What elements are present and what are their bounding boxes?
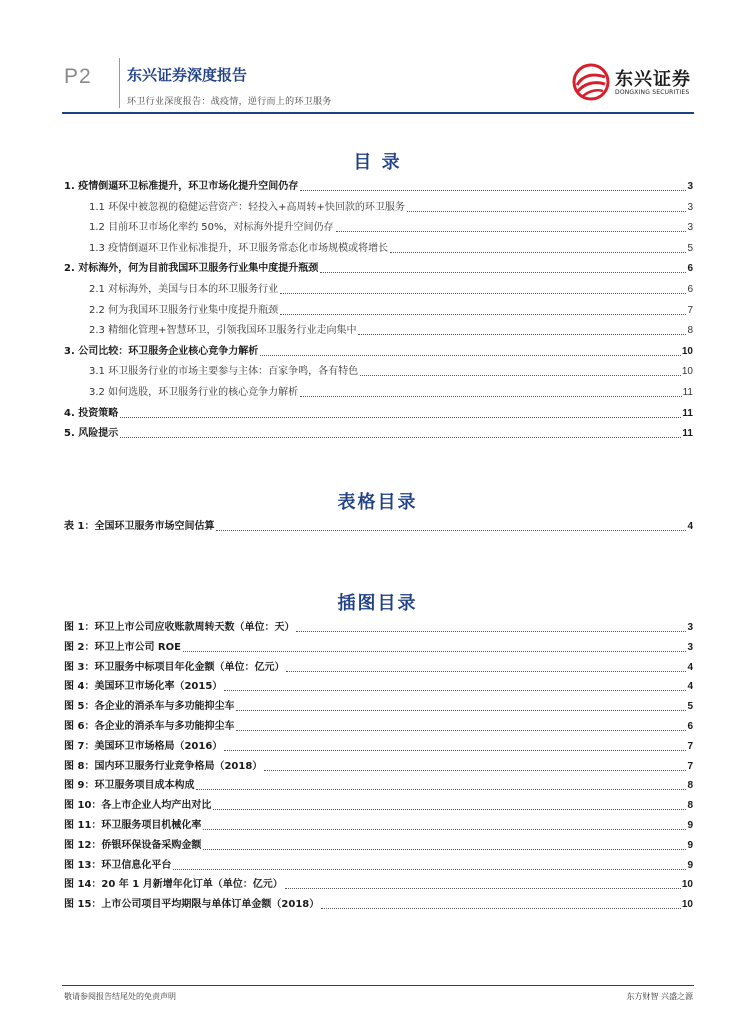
- toc-entry[interactable]: [64, 262, 693, 276]
- figure-entry-page: 4: [687, 681, 693, 693]
- dot-leader: [224, 690, 686, 691]
- figure-entry-label: 图 12：侨银环保设备采购金额: [64, 839, 202, 851]
- figure-entry[interactable]: [64, 839, 693, 853]
- toc-entry[interactable]: [64, 345, 693, 359]
- toc-entry-page: 11: [682, 407, 693, 419]
- toc-entry[interactable]: [64, 427, 693, 441]
- dot-leader: [285, 888, 681, 889]
- toc-entry-page: 10: [681, 345, 693, 357]
- company-slogan: 东方财智 兴盛之源: [626, 992, 693, 1001]
- toc-entry-label: 3. 公司比较：环卫服务企业核心竞争力解析: [64, 345, 259, 357]
- figure-entry-label: 图 10：各上市企业人均产出对比: [64, 800, 212, 812]
- figure-entry-page: 3: [687, 641, 693, 653]
- figure-entry-label: 图 2：环卫上市公司 ROE: [64, 641, 181, 653]
- footer-rule: [62, 985, 694, 986]
- figure-entry-page: 10: [681, 879, 693, 891]
- logo-english-name: DONGXING SECURITIES: [615, 89, 690, 96]
- toc-entry[interactable]: [89, 386, 693, 400]
- figure-entry[interactable]: [64, 799, 693, 813]
- figure-entry-page: 9: [687, 820, 693, 831]
- logo-chinese-name: 东兴证券: [615, 69, 691, 90]
- dot-leader: [296, 631, 686, 632]
- figure-entry-page: 9: [687, 859, 693, 871]
- figure-entry-page: 5: [687, 701, 693, 713]
- dot-leader: [203, 829, 686, 830]
- table-entry-label: 表 1：全国环卫服务市场空间估算: [64, 521, 215, 532]
- dot-leader: [120, 437, 681, 438]
- figure-list-title: 插图目录: [337, 593, 418, 614]
- toc-entry-page: 7: [687, 304, 693, 316]
- toc-entry-page: 3: [687, 181, 693, 192]
- figure-entry-page: 4: [687, 661, 693, 673]
- toc-entry-page: 8: [687, 325, 693, 337]
- figure-entry[interactable]: [64, 819, 693, 833]
- dot-leader: [260, 355, 681, 356]
- toc-entry[interactable]: [89, 365, 693, 379]
- toc-entry[interactable]: [64, 180, 693, 194]
- figure-entry-page: 7: [687, 760, 693, 772]
- figure-entry-label: 图 13：环卫信息化平台: [64, 859, 172, 871]
- toc-entry-page: 10: [681, 366, 693, 378]
- dot-leader: [358, 334, 686, 335]
- figure-entry-label: 图 5：各企业的消杀车与多功能抑尘车: [64, 701, 235, 713]
- figure-entry-page: 3: [687, 622, 693, 633]
- toc-entry-page: 3: [687, 222, 693, 234]
- figure-entry-label: 图 7：美国环卫市场格局（2016）: [64, 740, 223, 752]
- figure-entry[interactable]: [64, 898, 693, 912]
- figure-entry-label: 图 14：20 年 1 月新增年化订单（单位：亿元）: [64, 879, 283, 891]
- figure-entry-page: 6: [687, 721, 693, 732]
- toc-entry-label: 1.2 目前环卫市场化率约 50%，对标海外提升空间仍存: [89, 222, 334, 234]
- page-header: [0, 0, 755, 116]
- figure-entry-label: 图 6：各企业的消杀车与多功能抑尘车: [64, 721, 235, 732]
- toc-entry-label: 1.3 疫情倒逼环卫作业标准提升，环卫服务常态化市场规模或将增长: [89, 242, 389, 254]
- toc-entry[interactable]: [89, 221, 693, 235]
- toc-entry-label: 1.1 环保中被忽视的稳健运营资产：轻投入+高周转+快回款的环卫服务: [89, 201, 405, 213]
- figure-entry-label: 图 1：环卫上市公司应收账款周转天数（单位：天）: [64, 622, 295, 633]
- toc-entry-label: 1. 疫情倒逼环卫标准提升，环卫市场化提升空间仍存: [64, 181, 299, 192]
- toc-entry[interactable]: [89, 304, 693, 318]
- figure-entry[interactable]: [64, 661, 693, 675]
- dot-leader: [196, 789, 686, 790]
- dot-leader: [280, 314, 686, 315]
- page-number: P2: [64, 65, 92, 88]
- toc-entry-page: 6: [687, 263, 693, 275]
- figure-entry-page: 10: [681, 899, 693, 911]
- company-logo: [571, 62, 695, 102]
- header-divider: [119, 58, 120, 108]
- figure-entry[interactable]: [64, 760, 693, 774]
- toc-entry-page: 5: [687, 242, 693, 254]
- toc-entry[interactable]: [89, 324, 693, 338]
- toc-entry-label: 3.2 如何选股，环卫服务行业的核心竞争力解析: [89, 387, 299, 398]
- dot-leader: [224, 750, 686, 751]
- figure-entry-label: 图 8：国内环卫服务行业竞争格局（2018）: [64, 760, 263, 772]
- table-list-title: 表格目录: [337, 492, 418, 513]
- figure-entry[interactable]: [64, 621, 693, 635]
- toc-entry-label: 2.2 何为我国环卫服务行业集中度提升瓶颈: [89, 304, 279, 316]
- dot-leader: [213, 809, 686, 810]
- table-entry-page: 4: [687, 521, 693, 532]
- disclaimer-note: 敬请参阅报告结尾处的免责声明: [64, 992, 176, 1001]
- figure-entry-label: 图 11：环卫服务项目机械化率: [64, 820, 202, 831]
- toc-entry-label: 2. 对标海外，何为目前我国环卫服务行业集中度提升瓶颈: [64, 263, 319, 275]
- toc-entry-label: 3.1 环卫服务行业的市场主要参与主体：百家争鸣，各有特色: [89, 366, 359, 378]
- figure-entry[interactable]: [64, 641, 693, 655]
- toc-entry-label: 5. 风险提示: [64, 428, 119, 440]
- header-rule: [62, 112, 694, 114]
- figure-entry[interactable]: [64, 779, 693, 793]
- figure-entry[interactable]: [64, 720, 693, 734]
- dot-leader: [407, 211, 687, 212]
- toc-entry-page: 11: [682, 387, 693, 398]
- figure-entry[interactable]: [64, 740, 693, 754]
- figure-entry[interactable]: [64, 700, 693, 714]
- toc-entry[interactable]: [64, 407, 693, 421]
- toc-entry[interactable]: [89, 201, 693, 215]
- dot-leader: [264, 770, 686, 771]
- toc-entry[interactable]: [89, 283, 693, 297]
- toc-title: 目 录: [353, 152, 402, 173]
- toc-entry-page: 11: [682, 428, 693, 440]
- dot-leader: [336, 231, 687, 232]
- figure-entry[interactable]: [64, 680, 693, 694]
- dot-leader: [300, 396, 682, 397]
- figure-entry-page: 8: [687, 780, 693, 792]
- toc-entry[interactable]: [89, 242, 693, 256]
- dot-leader: [286, 671, 686, 672]
- figure-entry[interactable]: [64, 878, 693, 892]
- dot-leader: [280, 293, 686, 294]
- dot-leader: [203, 849, 686, 850]
- table-entry[interactable]: [64, 520, 693, 534]
- toc-entry-page: 6: [687, 284, 693, 295]
- dot-leader: [120, 417, 681, 418]
- dot-leader: [183, 651, 686, 652]
- dot-leader: [236, 730, 686, 731]
- figure-entry-label: 图 4：美国环卫市场化率（2015）: [64, 681, 223, 693]
- dot-leader: [320, 272, 686, 273]
- figure-entry-page: 7: [687, 740, 693, 752]
- toc-entry-page: 3: [687, 201, 693, 213]
- figure-entry-page: 8: [687, 800, 693, 812]
- dot-leader: [321, 908, 681, 909]
- dot-leader: [173, 869, 686, 870]
- report-series-title: 东兴证券深度报告: [127, 66, 248, 84]
- dot-leader: [360, 375, 681, 376]
- figure-entry[interactable]: [64, 859, 693, 873]
- dot-leader: [236, 710, 686, 711]
- dongxing-logo-icon: [571, 63, 611, 101]
- report-subtitle: 环卫行业深度报告：战疫情，逆行而上的环卫服务: [127, 97, 332, 107]
- dot-leader: [390, 252, 686, 253]
- toc-entry-label: 2.3 精细化管理+智慧环卫，引领我国环卫服务行业走向集中: [89, 325, 357, 337]
- dot-leader: [300, 190, 686, 191]
- figure-entry-label: 图 3：环卫服务中标项目年化金额（单位：亿元）: [64, 661, 285, 673]
- figure-entry-label: 图 9：环卫服务项目成本构成: [64, 780, 195, 792]
- figure-entry-page: 9: [687, 839, 693, 851]
- figure-entry-label: 图 15：上市公司项目平均期限与单体订单金额（2018）: [64, 899, 320, 911]
- dot-leader: [216, 530, 686, 531]
- toc-entry-label: 2.1 对标海外，美国与日本的环卫服务行业: [89, 284, 279, 295]
- toc-entry-label: 4. 投资策略: [64, 407, 119, 419]
